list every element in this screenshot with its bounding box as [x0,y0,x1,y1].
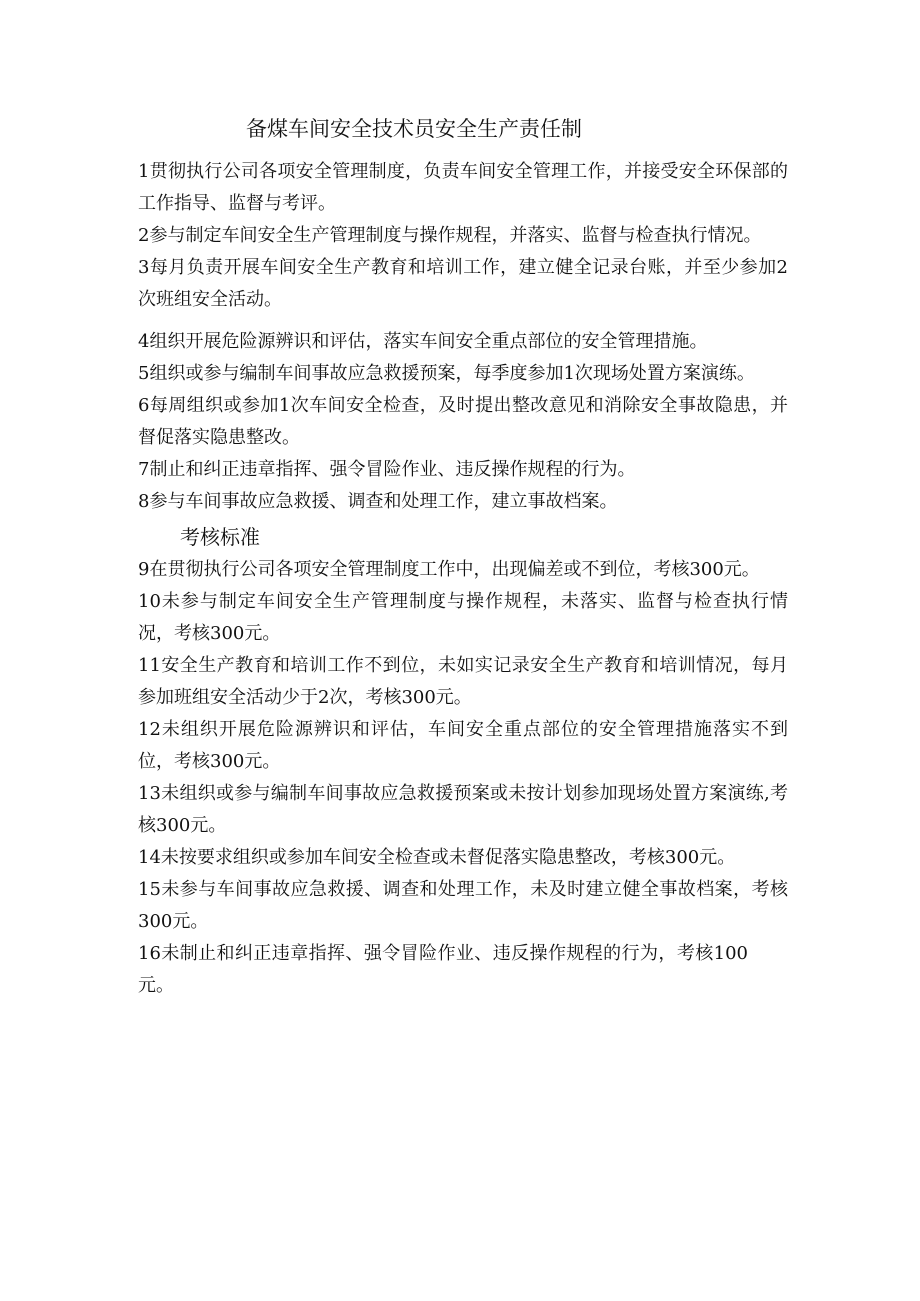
assessment-item-15: 15未参与车间事故应急救援、调查和处理工作，未及时建立健全事故档案，考核300元。 [138,879,788,932]
assessment-list [138,554,788,1002]
responsibility-item-7: 7制止和纠正违章指挥、强令冒险作业、违反操作规程的行为。 [138,459,636,480]
responsibility-item-4: 4组织开展危险源辨识和评估，落实车间安全重点部位的安全管理措施。 [138,331,708,352]
responsibility-item-1: 1贯彻执行公司各项安全管理制度，负责车间安全管理工作，并接受安全环保部的工作指导、监督与考评。 [138,161,788,214]
responsibility-item-6: 6每周组织或参加1次车间安全检查，及时提出整改意见和消除安全事故隐患，并督促落实隐患整改。 [138,395,788,448]
responsibility-item-5: 5组织或参与编制车间事故应急救援预案，每季度参加1次现场处置方案演练。 [138,363,755,384]
assessment-item-11: 11安全生产教育和培训工作不到位，未如实记录安全生产教育和培训情况，每月参加班组安全活动少于2次，考核300元。 [138,655,788,708]
document-title: 备煤车间安全技术员安全生产责任制 [246,117,582,141]
assessment-heading: 考核标准 [180,525,260,549]
responsibility-item-8: 8参与车间事故应急救援、调查和处理工作，建立事故档案。 [138,491,618,512]
assessment-item-12: 12未组织开展危险源辨识和评估，车间安全重点部位的安全管理措施落实不到位，考核300元。 [138,719,788,772]
assessment-item-16: 16未制止和纠正违章指挥、强令冒险作业、违反操作规程的行为，考核100元。 [138,943,748,996]
assessment-item-10: 10未参与制定车间安全生产管理制度与操作规程，未落实、监督与检查执行情况，考核300元。 [138,591,788,644]
responsibility-list [138,156,788,518]
assessment-item-13: 13未组织或参与编制车间事故应急救援预案或未按计划参加现场处置方案演练,考核300元。 [138,783,788,836]
assessment-item-14: 14未按要求组织或参加车间安全检查或未督促落实隐患整改，考核300元。 [138,847,736,868]
assessment-item-9: 9在贯彻执行公司各项安全管理制度工作中，出现偏差或不到位，考核300元。 [138,559,760,580]
document-page [138,112,788,1002]
spacer [138,316,788,326]
responsibility-item-2: 2参与制定车间安全生产管理制度与操作规程，并落实、监督与检查执行情况。 [138,225,762,246]
responsibility-item-3: 3每月负责开展车间安全生产教育和培训工作，建立健全记录台账，并至少参加2次班组安全活动。 [138,257,788,310]
